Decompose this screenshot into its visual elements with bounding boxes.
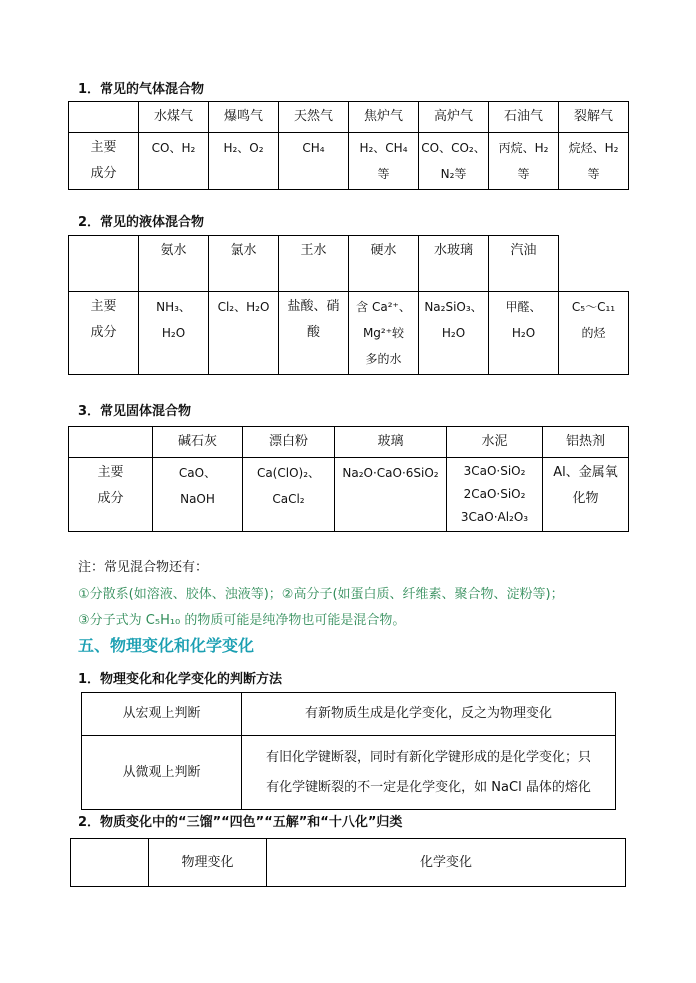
change-table [70, 838, 626, 887]
solid-cell: 3CaO·SiO₂ 2CaO·SiO₂ 3CaO·Al₂O₃ [447, 458, 543, 532]
solid-header-3: 玻璃 [335, 427, 447, 458]
gas-cell: CO、H₂ [139, 133, 209, 190]
solid-cell: CaO、 NaOH [153, 458, 243, 532]
liquid-cell: 含 Ca²⁺、 Mg²⁺较 多的水 [349, 292, 419, 375]
judge-text-macro: 有新物质生成是化学变化，反之为物理变化 [242, 693, 616, 736]
liquid-header-6: 汽油 [489, 236, 559, 292]
solid-header-2: 漂白粉 [243, 427, 335, 458]
liquid-cell: C₅～C₁₁ 的烃 [559, 292, 629, 375]
gas-row-label: 主要 成分 [69, 133, 139, 190]
liquid-cell: Cl₂、H₂O [209, 292, 279, 375]
liquid-header-0 [69, 236, 139, 292]
gas-header-4: 焦炉气 [349, 102, 419, 133]
solid-header-1: 碱石灰 [153, 427, 243, 458]
solid-cell: Na₂O·CaO·6SiO₂ [335, 458, 447, 532]
solid-row-label: 主要 成分 [69, 458, 153, 532]
gas-header-0 [69, 102, 139, 133]
note-dispersion: ①分散系(如溶液、胶体、浊液等)；②高分子(如蛋白质、纤维素、聚合物、淀粉等)； [78, 587, 564, 602]
note-formula: ③分子式为 C₅H₁₀ 的物质可能是纯净物也可能是混合物。 [78, 613, 406, 628]
judge-label-micro: 从微观上判断 [82, 736, 242, 810]
change-heading: 2．物质变化中的“三馏”“四色”“五解”和“十八化”归类 [78, 815, 403, 830]
gas-heading: 1．常见的气体混合物 [78, 82, 205, 97]
gas-cell: 烷烃、H₂ 等 [559, 133, 629, 190]
gas-header-5: 高炉气 [419, 102, 489, 133]
liquid-header-2: 氯水 [209, 236, 279, 292]
section-title: 五、物理变化和化学变化 [78, 636, 255, 655]
change-header-chemical: 化学变化 [267, 839, 626, 887]
liquid-header-3: 王水 [279, 236, 349, 292]
judge-heading: 1．物理变化和化学变化的判断方法 [78, 672, 283, 687]
gas-cell: CO、CO₂、 N₂等 [419, 133, 489, 190]
liquid-header-5: 水玻璃 [419, 236, 489, 292]
gas-table [68, 101, 629, 190]
judge-table [81, 692, 616, 810]
solid-header-5: 铝热剂 [543, 427, 629, 458]
judge-label-macro: 从宏观上判断 [82, 693, 242, 736]
solid-header-0 [69, 427, 153, 458]
solid-heading: 3．常见固体混合物 [78, 404, 192, 419]
solid-cell: Al、金属氧 化物 [543, 458, 629, 532]
gas-header-1: 水煤气 [139, 102, 209, 133]
liquid-heading: 2．常见的液体混合物 [78, 215, 205, 230]
solid-cell: Ca(ClO)₂、 CaCl₂ [243, 458, 335, 532]
solid-header-4: 水泥 [447, 427, 543, 458]
liquid-cell: NH₃、 H₂O [139, 292, 209, 375]
change-header-0 [71, 839, 149, 887]
gas-header-6: 石油气 [489, 102, 559, 133]
judge-text-micro: 有旧化学键断裂，同时有新化学键形成的是化学变化；只 有化学键断裂的不一定是化学变化，如 NaCl 晶体的熔化 [242, 736, 616, 810]
gas-cell: H₂、O₂ [209, 133, 279, 190]
solid-table [68, 426, 629, 532]
note-intro: 注：常见混合物还有： [78, 560, 209, 575]
liquid-header-1: 氨水 [139, 236, 209, 292]
liquid-table [68, 235, 629, 375]
liquid-cell: 盐酸、硝 酸 [279, 292, 349, 375]
liquid-header-4: 硬水 [349, 236, 419, 292]
liquid-cell: 甲醛、 H₂O [489, 292, 559, 375]
gas-header-2: 爆鸣气 [209, 102, 279, 133]
change-header-physical: 物理变化 [149, 839, 267, 887]
gas-header-3: 天然气 [279, 102, 349, 133]
gas-cell: H₂、CH₄ 等 [349, 133, 419, 190]
gas-cell: CH₄ [279, 133, 349, 190]
gas-header-7: 裂解气 [559, 102, 629, 133]
liquid-cell: Na₂SiO₃、 H₂O [419, 292, 489, 375]
gas-cell: 丙烷、H₂ 等 [489, 133, 559, 190]
liquid-row-label: 主要 成分 [69, 292, 139, 375]
